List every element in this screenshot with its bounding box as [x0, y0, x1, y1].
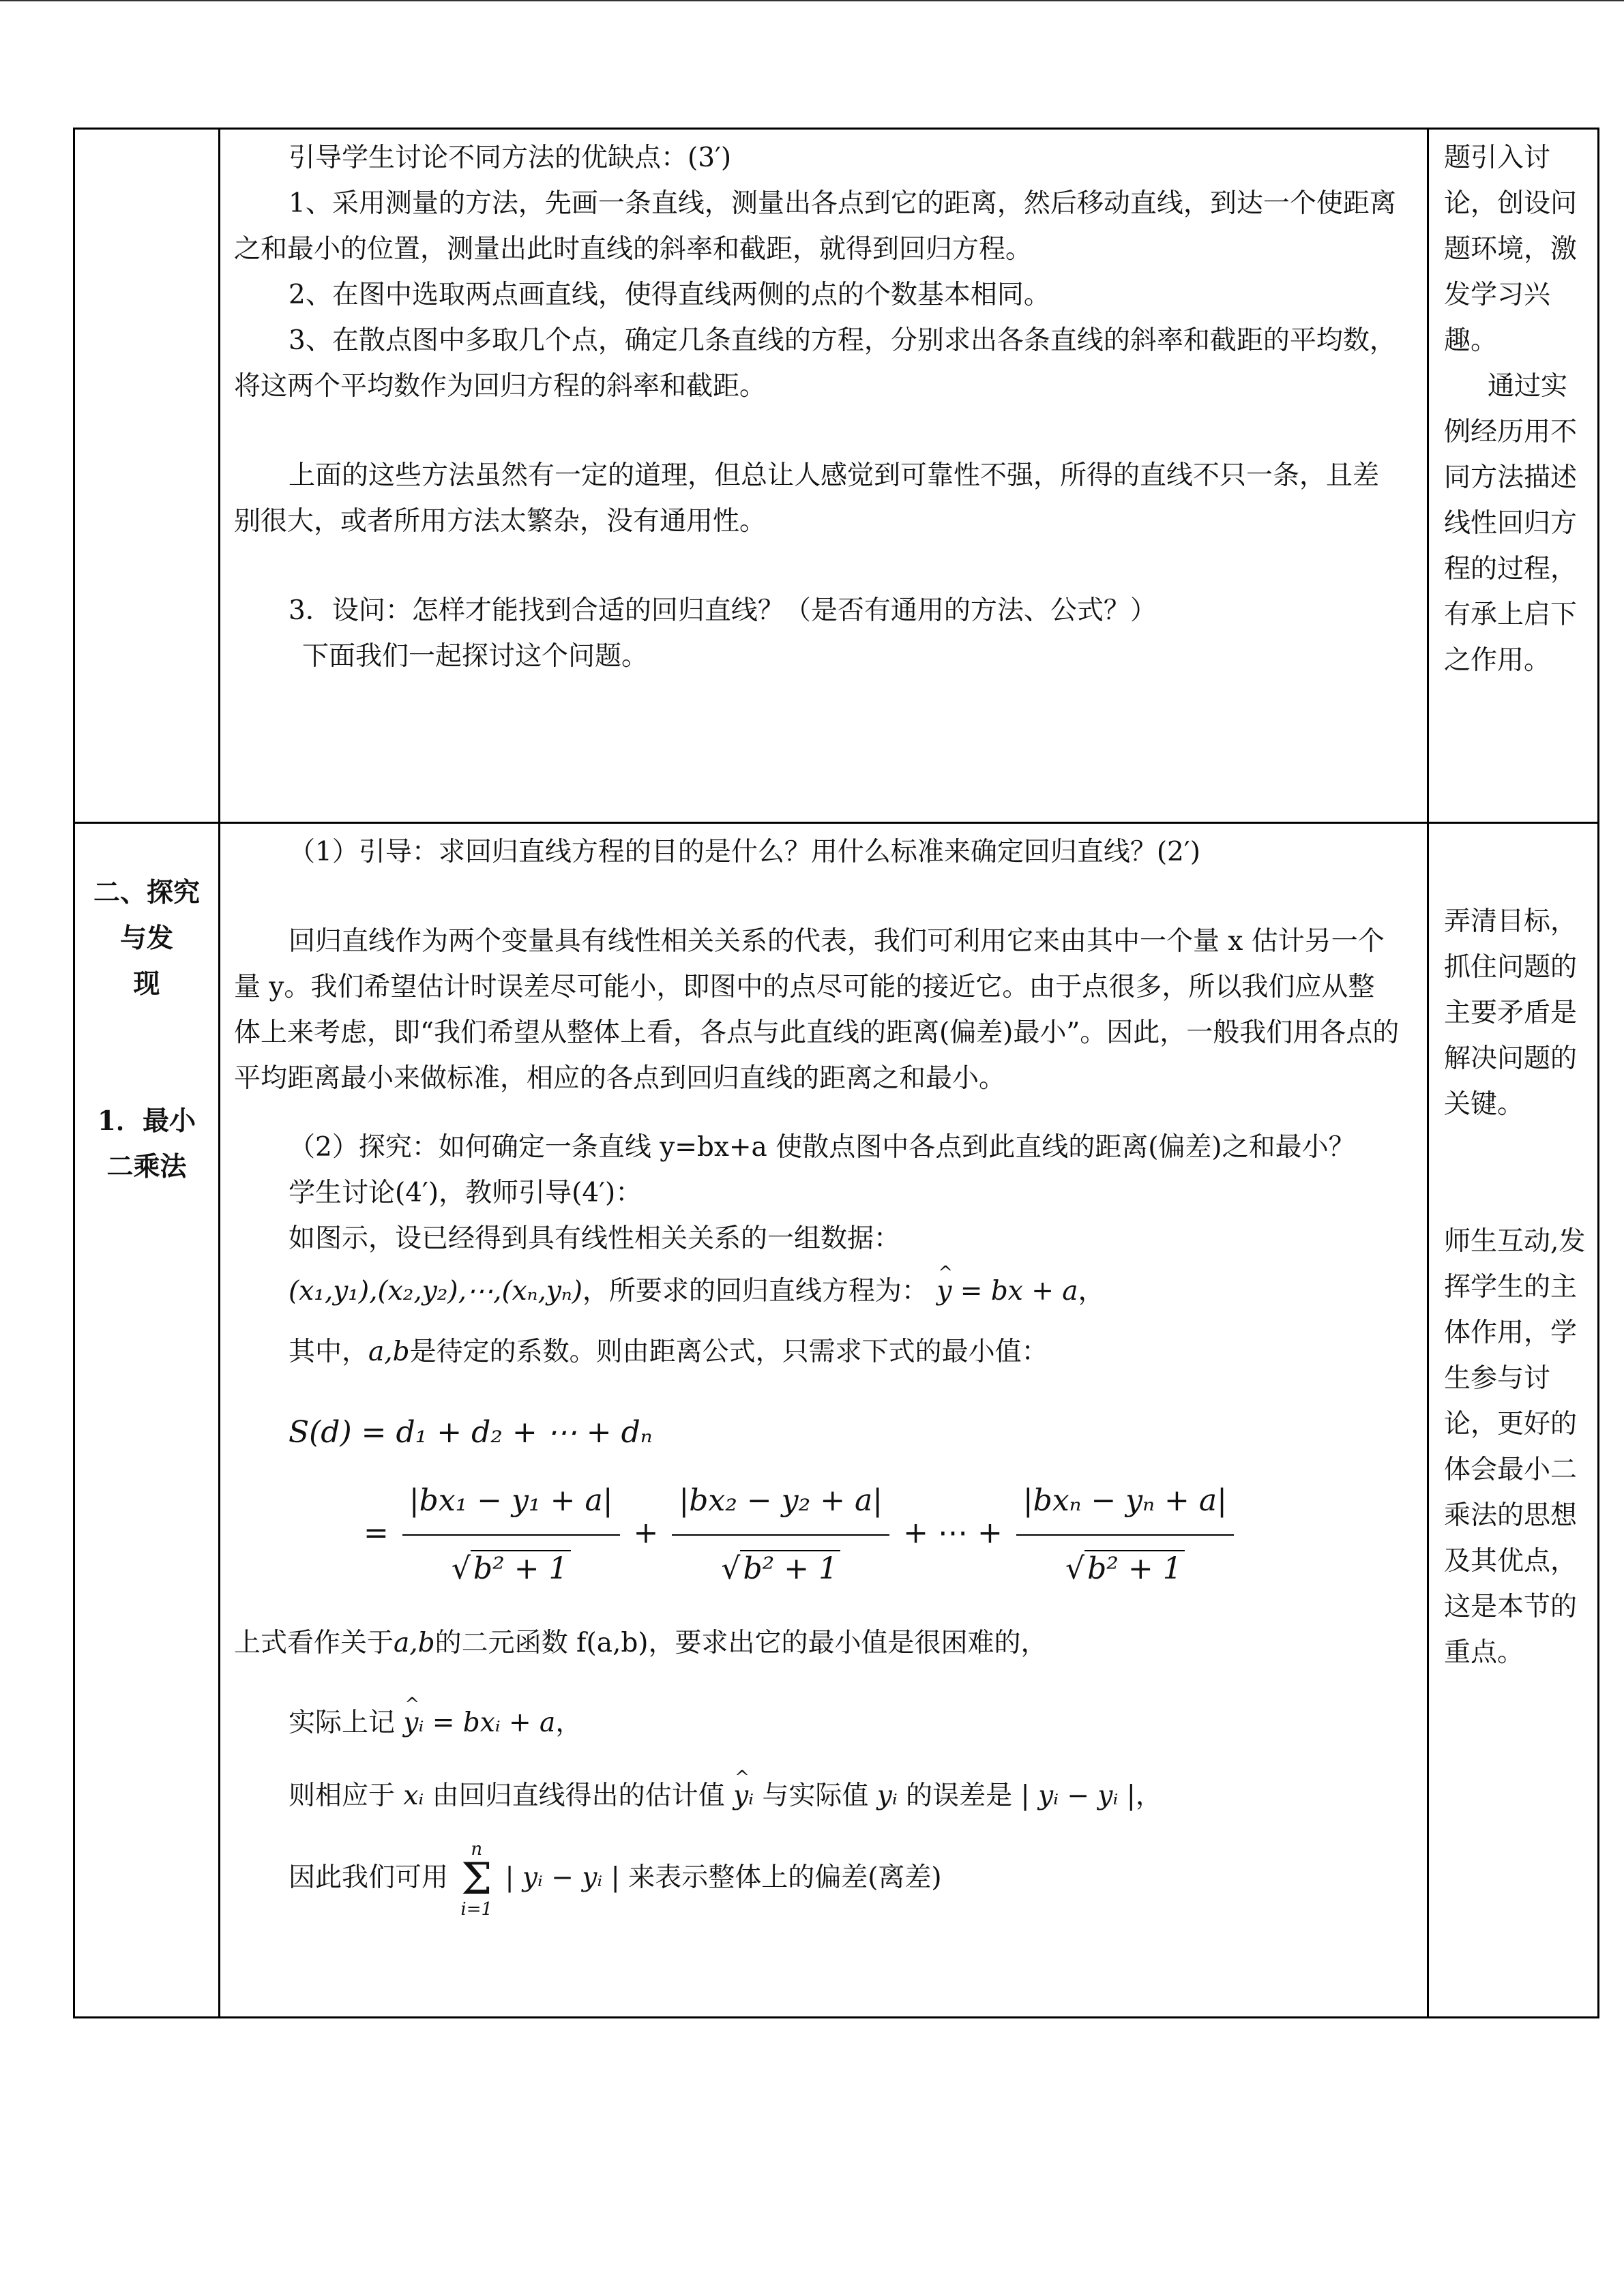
stage-cell: [74, 129, 220, 823]
paragraph: 如图示，设已经得到具有线性相关关系的一组数据：: [289, 1223, 901, 1254]
section-title: 二乘法: [106, 1151, 187, 1182]
paragraph: （1）引导：求回归直线方程的目的是什么？用什么标准来确定回归直线？(2′): [289, 837, 1200, 867]
paragraph: 上式看作关于a,b的二元函数 f(a,b)，要求出它的最小值是很困难的，: [234, 1628, 1048, 1658]
intent-cell: [1428, 129, 1599, 823]
content-cell: [220, 129, 1428, 823]
paragraph: 1、采用测量的方法，先画一条直线，测量出各点到它的距离，然后移动直线，到达一个使距离之和最小的位置，测量出此时直线的斜率和截距，就得到回归方程。: [234, 188, 1396, 265]
intent-note: 弄清目标，抓住问题的主要矛盾是解决问题的关键。: [1444, 906, 1578, 1120]
fraction: $\frac{\text{|bx₂ − y₂ + a|}}{\text{√b² + 1}}$: [672, 1470, 889, 1600]
intent-note: 题引入讨论，创设问题环境，激发学习兴趣。: [1444, 143, 1578, 356]
lesson-plan-table: [73, 128, 1599, 2018]
paragraph: 引导学生讨论不同方法的优缺点：(3′): [289, 143, 732, 173]
paragraph: 3．设问：怎样才能找到合适的回归直线？（是否有通用的方法、公式？）: [289, 595, 1157, 626]
intent-note: 通过实例经历用不同方法描述线性回归方程的过程，有承上启下之作用。: [1444, 371, 1578, 676]
paragraph: 则相应于 xᵢ 由回归直线得出的估计值 ^ yᵢ 与实际值 yᵢ 的误差是 | yᵢ − yᵢ |，: [234, 1773, 1400, 1819]
regression-line-formula: ^ y = bx + a: [936, 1268, 1078, 1314]
fraction: $\frac{\text{|bx₁ − y₁ + a|}}{\text{√b² + 1}}$: [402, 1470, 620, 1600]
fraction: $\frac{\text{|bxₙ − yₙ + a|}}{\text{√b² + 1}}$: [1016, 1470, 1234, 1600]
paragraph: 2、在图中选取两点画直线，使得直线两侧的点的个数基本相同。: [289, 280, 1050, 310]
paragraph: ，所要求的回归直线方程为：: [582, 1276, 928, 1307]
table-row: [74, 823, 1599, 2018]
paragraph: 因此我们可用 n Σ i=1 | yᵢ − yᵢ | 来表示整体上的偏差(离差): [289, 1839, 942, 1920]
paragraph: 回归直线作为两个变量具有线性相关关系的代表，我们可利用它来由其中一个量 x 估计另一个量 y。我们希望估计时误差尽可能小，即图中的点尽可能的接近它。由于点很多，所以我们应从整体上来考虑，即“我们希望从整体上看，各点与此直线的距离(偏差)最小”。因此，一般我们用各点的平均距离最小来做标准，相应的各点到回归直线的距离之和最小。: [234, 926, 1400, 1094]
paragraph: 学生讨论(4′)，教师引导(4′)：: [289, 1178, 643, 1208]
stage-cell: [74, 823, 220, 2018]
coefficients: a,b: [368, 1337, 410, 1367]
distance-sum-formula: = $\frac{\text{|bx₁ − y₁ + a|}}{\text{√b² + 1}}$ + $\frac{\text{|bx₂ − y₂ + a|}}{\text{√b² + 1}}$ + ⋯ + $\frac{\text{|bxₙ − yₙ + a|}}{\text{√b² + 1}}$: [234, 1470, 1400, 1600]
summation-symbol: n Σ i=1: [460, 1839, 493, 1920]
data-set-line: (x₁,y₁),(x₂,y₂),⋯,(xₙ,yₙ)，所要求的回归直线方程为： ^ y = bx + a，: [234, 1268, 1400, 1314]
stage-title: 二、探究: [93, 877, 200, 908]
intent-note: 师生互动,发挥学生的主体作用，学生参与讨论，更好的体会最小二乘法的思想及其优点，这是本节的重点。: [1444, 1226, 1586, 1668]
paragraph: （2）探究：如何确定一条直线 y=bx+a 使散点图中各点到此直线的距离(偏差)之和最小？: [289, 1132, 1355, 1163]
paragraph: 下面我们一起探讨这个问题。: [302, 641, 649, 672]
paragraph: 实际上记 ^ yᵢ = bxᵢ + a，: [234, 1700, 1400, 1746]
estimate-formula: ^ yᵢ = bxᵢ + a: [403, 1700, 555, 1746]
stage-title: 与发: [119, 923, 173, 954]
page-top-rule: [0, 0, 1624, 1]
s-formula: S(d) = d₁ + d₂ + ⋯ + dₙ: [289, 1415, 653, 1450]
intent-cell: [1428, 823, 1599, 2018]
s-definition: [234, 1402, 1400, 1463]
content-cell: [220, 823, 1428, 2018]
paragraph: 上面的这些方法虽然有一定的道理，但总让人感觉到可靠性不强，所得的直线不只一条，且差别很大，或者所用方法太繁杂，没有通用性。: [234, 460, 1380, 537]
table-row: [74, 129, 1599, 823]
stage-title: 现: [133, 968, 160, 1000]
coefficient-line: 其中，a,b是待定的系数。则由距离公式，只需求下式的最小值：: [289, 1337, 1048, 1367]
section-title: 1．最小: [97, 1105, 196, 1137]
error-formula: | yᵢ − yᵢ |: [1020, 1780, 1136, 1811]
paragraph: 3、在散点图中多取几个点，确定几条直线的方程，分别求出各条直线的斜率和截距的平均数，将这两个平均数作为回归方程的斜率和截距。: [234, 325, 1396, 402]
data-set-formula: (x₁,y₁),(x₂,y₂),⋯,(xₙ,yₙ): [289, 1276, 582, 1307]
